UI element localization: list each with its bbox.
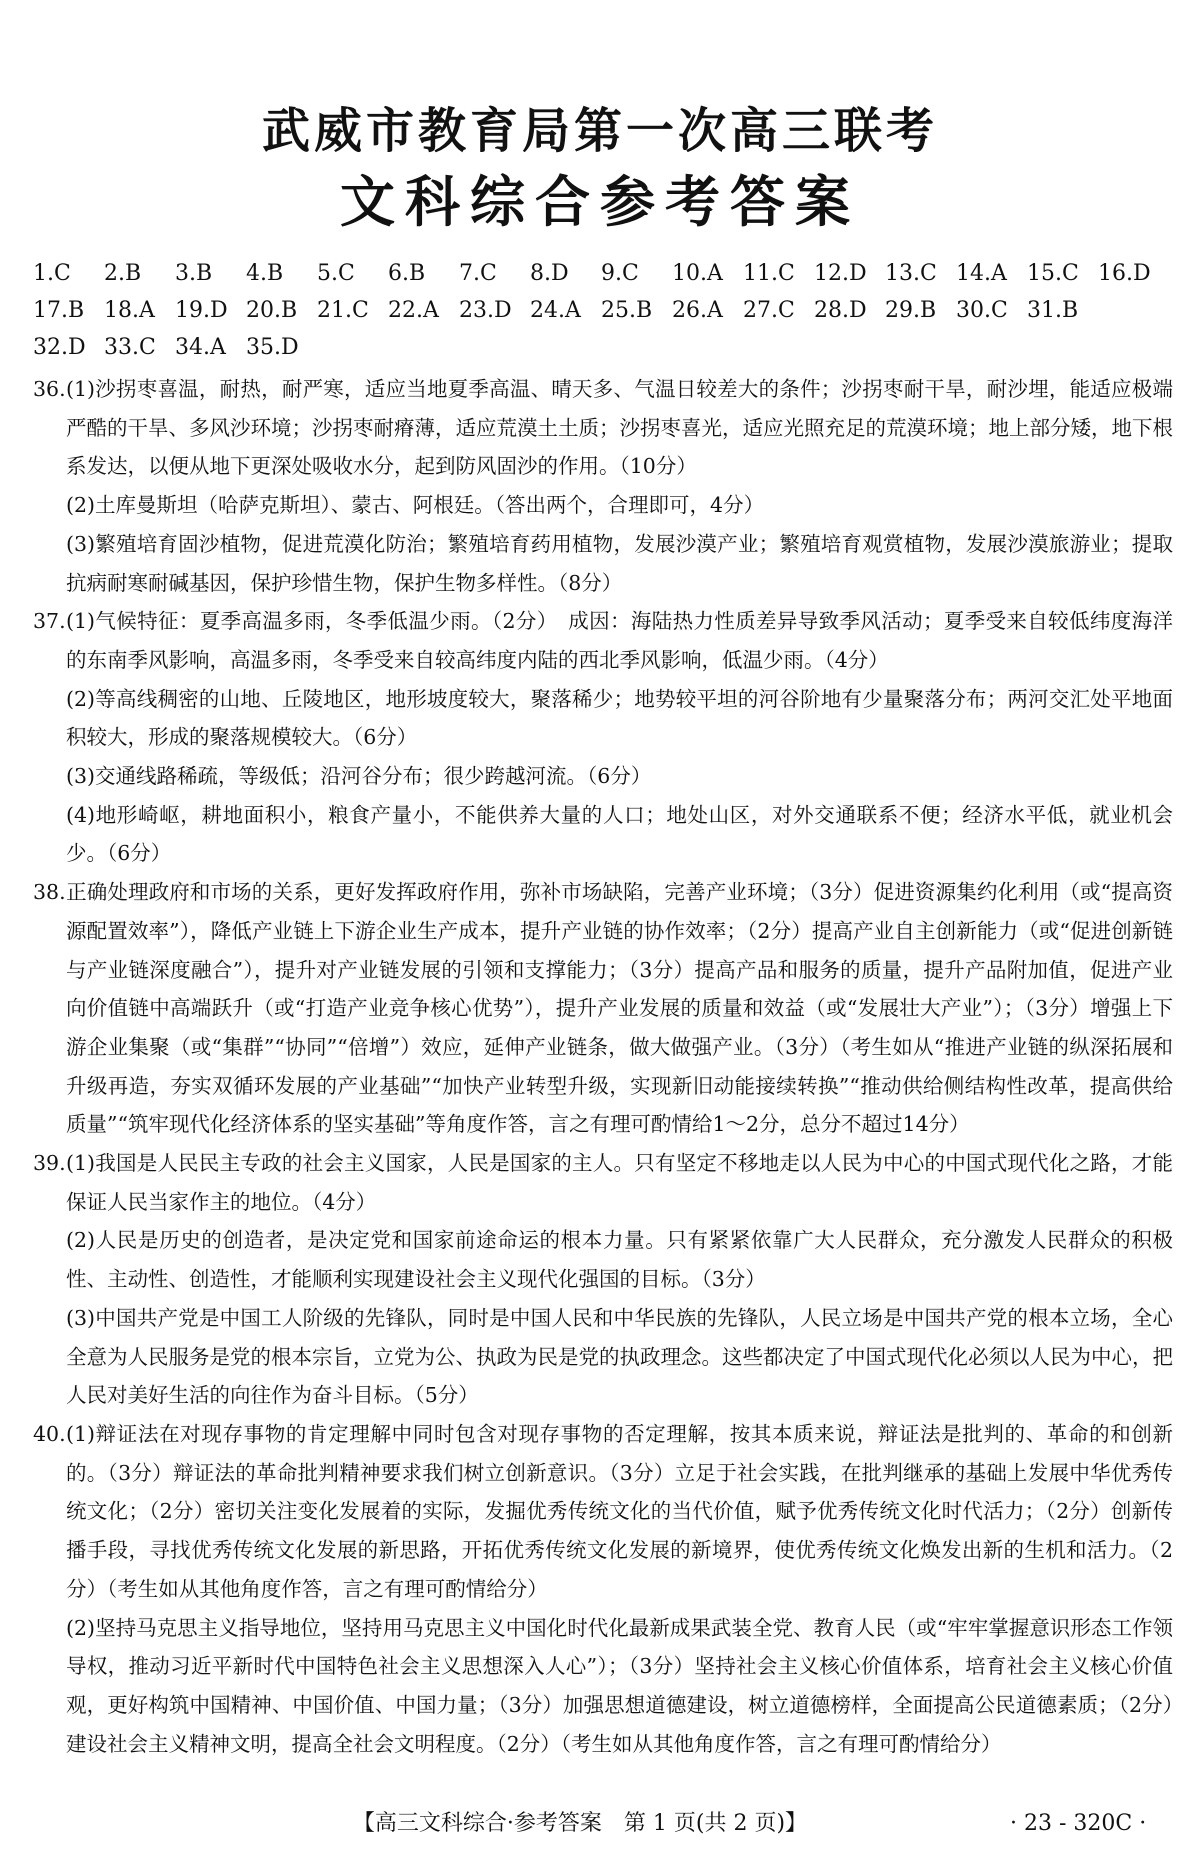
question-36 [33, 370, 1173, 602]
answer-item: 16.D [1098, 261, 1151, 286]
answer-item: 15.C [1027, 261, 1079, 286]
answer-item: 7.C [459, 261, 497, 286]
question-part [33, 1144, 1173, 1221]
question-40 [33, 1415, 1173, 1763]
answer-item: 3.B [175, 261, 213, 286]
question-38 [33, 873, 1173, 1144]
answer-item: 12.D [814, 261, 867, 286]
answer-row [33, 255, 1173, 292]
answer-item: 25.B [601, 298, 653, 323]
answer-text: (1)沙拐枣喜温，耐热，耐严寒，适应当地夏季高温、晴天多、气温日较差大的条件；沙拐枣耐干旱，耐沙埋，能适应极端严酷的干旱、多风沙环境；沙拐枣耐瘠薄，适应荒漠土土质；沙拐枣喜光，适应光照充足的荒漠环境；地上部分矮，地下根系发达，以便从地下更深处吸收水分，起到防风固沙的作用。（10分） [66, 377, 1173, 479]
footer-page-info: 【高三文科综合·参考答案 第 1 页(共 2 页)】 [352, 1811, 808, 1836]
question-number: 39. [33, 1151, 66, 1176]
question-number: 38. [33, 880, 66, 905]
question-number: 40. [33, 1421, 66, 1446]
answer-item: 1.C [33, 261, 71, 286]
answer-item: 22.A [388, 298, 439, 323]
question-number: 37. [33, 609, 66, 634]
answer-text: (3)繁殖培育固沙植物，促进荒漠化防治；繁殖培育药用植物，发展沙漠产业；繁殖培育观赏植物，发展沙漠旅游业；提取抗病耐寒耐碱基因，保护珍惜生物，保护生物多样性。（8分） [66, 531, 1173, 595]
choice-answers [33, 255, 1173, 366]
answer-item: 17.B [33, 298, 85, 323]
answer-text: (2)等高线稠密的山地、丘陵地区，地形坡度较大，聚落稀少；地势较平坦的河谷阶地有少量聚落分布；两河交汇处平地面积较大，形成的聚落规模较大。（6分） [66, 686, 1173, 750]
answer-item: 24.A [530, 298, 581, 323]
answer-text: 正确处理政府和市场的关系，更好发挥政府作用，弥补市场缺陷，完善产业环境；（3分）促进资源集约化利用（或“提高资源配置效率”），降低产业链上下游企业生产成本，提升产业链的协作效率；（2分）提高产业自主创新能力（或“促进创新链与产业链深度融合”），提升对产业链发展的引领和支撑能力；（3分）提高产品和服务的质量，提升产品附加值，促进产业向价值链中高端跃升（或“打造产业竞争核心优势”），提升产业发展的质量和效益（或“发展壮大产业”）；（3分）增强上下游企业集聚（或“集群”“协同”“倍增”）效应，延伸产业链条，做大做强产业。（3分）（考生如从“推进产业链的纵深拓展和升级再造，夯实双循环发展的产业基础”“加快产业转型升级，实现新旧动能接续转换”“推动供给侧结构性改革，提高供给质量”“筑牢现代化经济体系的坚实基础”等角度作答，言之有理可酌情给1～2分，总分不超过14分） [66, 880, 1173, 1137]
page-footer [0, 1807, 1200, 1841]
page-title: 武威市教育局第一次高三联考 [261, 103, 938, 159]
answer-item: 29.B [885, 298, 937, 323]
answer-row [33, 292, 1173, 329]
answer-item: 6.B [388, 261, 426, 286]
answer-item: 14.A [956, 261, 1007, 286]
answer-item: 35.D [246, 335, 299, 360]
answer-text: (1)辩证法在对现存事物的肯定理解中同时包含对现存事物的否定理解，按其本质来说，辩证法是批判的、革命的和创新的。（3分）辩证法的革命批判精神要求我们树立创新意识。（3分）立足于社会实践，在批判继承的基础上发展中华优秀传统文化；（2分）密切关注变化发展着的实际，发掘优秀传统文化的当代价值，赋予优秀传统文化时代活力；（2分）创新传播手段，寻找优秀传统文化发展的新思路，开拓优秀传统文化发展的新境界，使优秀传统文化焕发出新的生机和活力。（2分）（考生如从其他角度作答，言之有理可酌情给分） [66, 1421, 1173, 1601]
answer-text: (2)坚持马克思主义指导地位，坚持用马克思主义中国化时代化最新成果武装全党、教育人民（或“牢牢掌握意识形态工作领导权，推动习近平新时代中国特色社会主义思想深入人心”）；（3分）坚持社会主义核心价值体系，培育社会主义核心价值观，更好构筑中国精神、中国价值、中国力量；（3分）加强思想道德建设，树立道德榜样，全面提高公民道德素质；（2分）建设社会主义精神文明，提高全社会文明程度。（2分）（考生如从其他角度作答，言之有理可酌情给分） [66, 1615, 1173, 1756]
answer-text: (3)交通线路稀疏，等级低；沿河谷分布；很少跨越河流。（6分） [66, 764, 652, 789]
answer-item: 13.C [885, 261, 937, 286]
answer-item: 27.C [743, 298, 795, 323]
answer-text: (1)气候特征：夏季高温多雨，冬季低温少雨。（2分） 成因：海陆热力性质差异导致季风活动；夏季受来自较低纬度海洋的东南季风影响，高温多雨，冬季受来自较高纬度内陆的西北季风影响，低温少雨。（4分） [66, 609, 1173, 672]
answer-item: 10.A [672, 261, 723, 286]
answer-item: 31.B [1027, 298, 1079, 323]
answer-item: 30.C [956, 298, 1008, 323]
answer-item: 8.D [530, 261, 569, 286]
answer-row [33, 329, 1173, 366]
answer-item: 18.A [104, 298, 155, 323]
answer-item: 23.D [459, 298, 512, 323]
question-39 [33, 1144, 1173, 1415]
page-subtitle: 文科综合参考答案 [339, 170, 860, 234]
answer-item: 5.C [317, 261, 355, 286]
question-part [33, 873, 1173, 1144]
answer-text: (2)人民是历史的创造者，是决定党和国家前途命运的根本力量。只有紧紧依靠广大人民群众，充分激发人民群众的积极性、主动性、创造性，才能顺利实现建设社会主义现代化强国的目标。（3分） [66, 1228, 1173, 1292]
footer-code: · 23 - 320C · [1010, 1811, 1147, 1836]
question-part [33, 602, 1173, 679]
answer-item: 32.D [33, 335, 86, 360]
answer-item: 26.A [672, 298, 723, 323]
answer-body [33, 370, 1173, 1763]
answer-text: (4)地形崎岖，耕地面积小，粮食产量小，不能供养大量的人口；地处山区，对外交通联系不便；经济水平低，就业机会少。（6分） [66, 802, 1173, 866]
question-part [33, 370, 1173, 486]
question-37 [33, 602, 1173, 873]
answer-item: 20.B [246, 298, 298, 323]
answer-item: 19.D [175, 298, 228, 323]
answer-item: 34.A [175, 335, 226, 360]
answer-item: 28.D [814, 298, 867, 323]
answer-text: (3)中国共产党是中国工人阶级的先锋队，同时是中国人民和中华民族的先锋队，人民立场是中国共产党的根本立场，全心全意为人民服务是党的根本宗旨，立党为公、执政为民是党的执政理念。这些都决定了中国式现代化必须以人民为中心，把人民对美好生活的向往作为奋斗目标。（5分） [66, 1305, 1173, 1408]
answer-text: (1)我国是人民民主专政的社会主义国家，人民是国家的主人。只有坚定不移地走以人民为中心的中国式现代化之路，才能保证人民当家作主的地位。（4分） [66, 1151, 1173, 1214]
answer-item: 2.B [104, 261, 142, 286]
answer-item: 9.C [601, 261, 639, 286]
question-number: 36. [33, 377, 66, 401]
question-part [33, 1415, 1173, 1609]
answer-item: 21.C [317, 298, 369, 323]
answer-item: 4.B [246, 261, 284, 286]
answer-item: 11.C [743, 261, 795, 286]
answer-item: 33.C [104, 335, 156, 360]
answer-text: (2)土库曼斯坦（哈萨克斯坦）、蒙古、阿根廷。（答出两个，合理即可，4分） [66, 493, 765, 518]
